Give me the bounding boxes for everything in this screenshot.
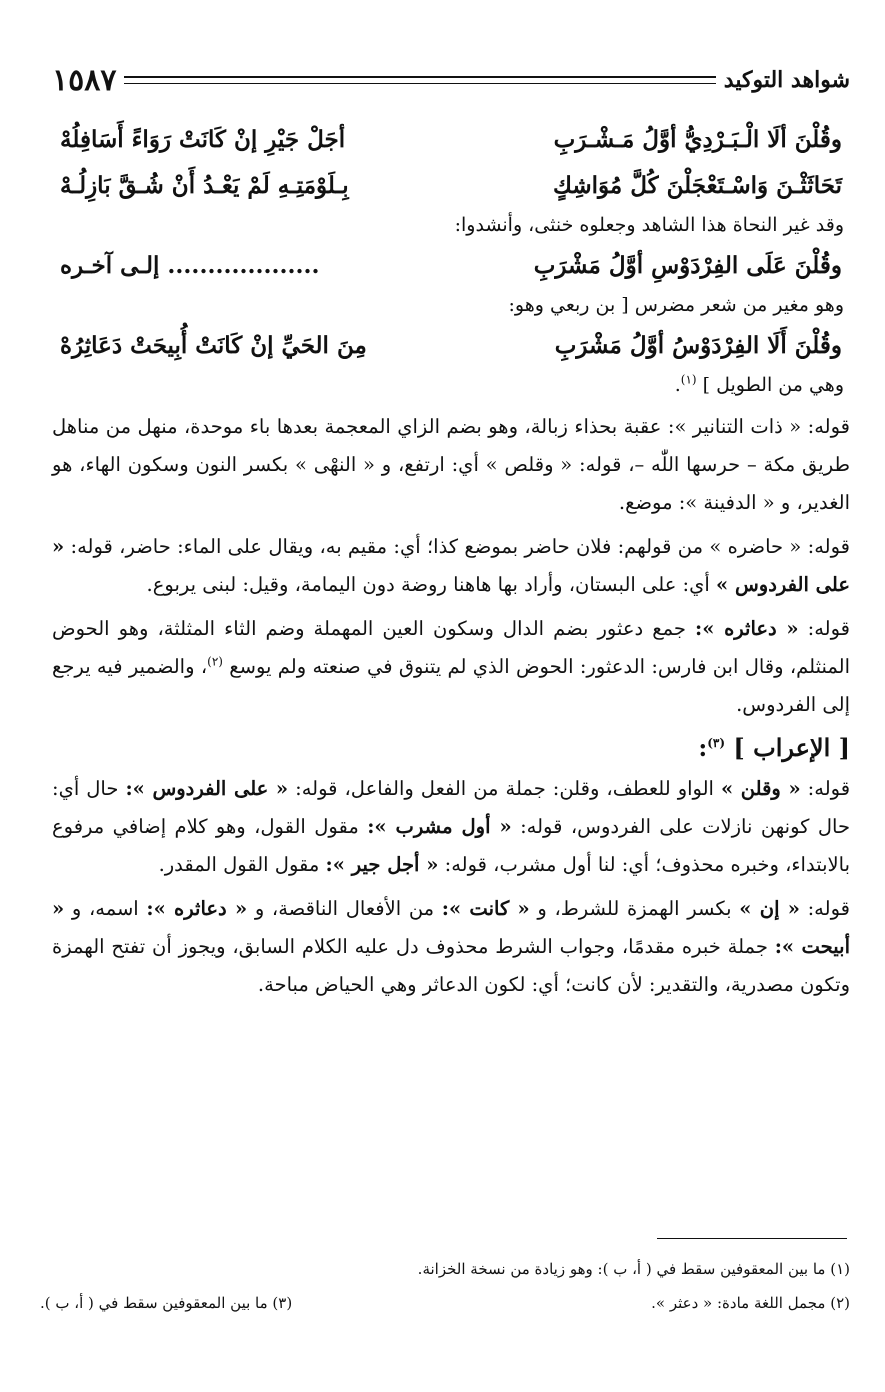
footnote-ref: (١): [680, 372, 697, 387]
paragraph-text: من الأفعال الناقصة، و: [254, 897, 435, 920]
page-number: ١٥٨٧: [52, 62, 117, 98]
prose-line: وقد غير النحاة هذا الشاهد وجعلوه خنثى، وأنشدوا:: [454, 214, 844, 236]
bold-term: « وقلن »: [721, 777, 801, 800]
commentary-paragraph: [52, 408, 850, 522]
footnote-separator: [657, 1238, 847, 1239]
paragraph-text: قوله:: [807, 777, 851, 800]
footnote-ref: (٢): [207, 654, 223, 669]
paragraph-text: حال أي: حال كونهن نازلات على الفردوس، قوله:: [52, 777, 851, 838]
bold-term: « دعاثره »:: [146, 897, 248, 920]
page-content: [52, 116, 850, 1004]
prose-text: وهي من الطويل ]: [702, 374, 844, 396]
verse-first-hemistich: تَحَاثَثْـنَ وَاسْـتَعْجَلْنَ كُلَّ مُوَاشِكٍ: [553, 171, 842, 199]
paragraph-label: قوله: « ذات التنانير »:: [667, 415, 850, 438]
prose-line: وهو مغير من شعر مضرس [ بن ربعي وهو:: [508, 294, 844, 316]
paragraph-text: ، والضمير فيه يرجع إلى الفردوس.: [52, 655, 850, 716]
bold-term: « أبيحت »:: [52, 897, 850, 958]
verse-line: [52, 116, 850, 162]
verse-line: [52, 162, 850, 208]
verse-first-hemistich: وقُلْنَ أَلَا الفِرْدَوْسُ أوَّلُ مَشْرَبِ: [554, 331, 842, 359]
verse-second-hemistich: ................... إلـى آخـره: [60, 251, 320, 279]
paragraph-text: مقول القول، وهو كلام إضافي مرفوع بالابتداء، وخبره محذوف؛ أي: لنا أول مشرب، قوله:: [52, 815, 850, 876]
prose-line: وهي من الطويل ] $^{(١)}$.: [674, 372, 844, 396]
bold-term: « دعاثره »:: [695, 617, 799, 640]
verse-line: [52, 322, 850, 368]
bold-term: « كانت »:: [441, 897, 530, 920]
running-title: شواهد التوكيد: [723, 67, 850, 93]
grammar-paragraph: [52, 890, 850, 1004]
section-title: [ الإعراب ]: [733, 733, 850, 762]
footnote-3: (٣) ما بين المعقوفين سقط في ( أ، ب ).: [40, 1294, 293, 1312]
header-rule: [124, 76, 715, 84]
verse-first-hemistich: وقُلْنَ ألَا الْـبَـرْدِيُّ أوَّلُ مَـشْـرَبِ: [553, 125, 842, 153]
paragraph-text: أي: على البستان، وأراد بها هاهنا روضة دون اليمامة، وقيل: لبنى يربوع.: [146, 573, 710, 596]
paragraph-text: قوله: « حاضره » من قولهم: فلان حاضر بموضع كذا؛ أي: مقيم به، ويقال على الماء: حاضر، قوله:: [70, 535, 851, 558]
paragraph-text: قوله:: [807, 617, 851, 640]
bold-term: « على الفردوس »: [52, 535, 850, 596]
paragraph-text: جملة خبره مقدمًا، وجواب الشرط محذوف دل عليه الكلام السابق، ويجوز أن تفتح الهمزة وتكون مصدرية، والتقدير: لأن كانت؛ أي: لكون الدعاثر وهي الحياض مباحة.: [52, 935, 850, 996]
verse-second-hemistich: أجَلْ جَيْرِ إنْ كَانَتْ رَوَاءً أَسَافِلُهْ: [60, 125, 346, 153]
footnote-1: (١) ما بين المعقوفين سقط في ( أ، ب ): وهو زيادة من نسخة الخزانة.: [417, 1260, 850, 1278]
commentary-paragraph: [52, 528, 850, 604]
paragraph-text: جمع دعثور بضم الدال وسكون العين المهملة وضم الثاء المثلثة، وهو الحوض المنثلم، وقال ابن فارس: الدعثور: الحوض الذي لم يتنوق في صنعته ولم يوسع: [52, 617, 850, 678]
footnote-row: [40, 1286, 850, 1320]
bold-term: « أجل جير »:: [325, 853, 439, 876]
footnote-2: (٢) مجمل اللغة مادة: « دعثر ».: [651, 1294, 850, 1312]
paragraph-text: بكسر الهمزة للشرط، و: [537, 897, 732, 920]
verse-second-hemistich: مِنَ الحَيِّ إنْ كَانَتْ أُبِيحَتْ دَعَاثِرُهْ: [60, 331, 367, 359]
paragraph-text: مقول القول المقدر.: [158, 853, 320, 876]
bold-term: « إن »: [739, 897, 800, 920]
verse-second-hemistich: بِـلَوْمَتِـهِ لَمْ يَعْـدُ أَنْ شُـقَّ بَازِلُـهْ: [60, 171, 349, 199]
bold-term: « أول مشرب »:: [367, 815, 512, 838]
section-heading: [ الإعراب ] $^{(٣)}$:: [698, 733, 850, 762]
grammar-paragraph: [52, 770, 850, 884]
paragraph-text: اسمه، و: [71, 897, 139, 920]
page-header: [52, 60, 850, 100]
paragraph-text: قوله:: [807, 897, 850, 920]
paragraph-text: عقبة بحذاء زبالة، وهو بضم الزاي المعجمة بعدها باء موحدة، منهل من مناهل طريق مكة – حرسها اللّٰه –، قوله: « وقلص » أي: ارتفع، و « النهْى » بكسر النون وسكون الهاء، هو الغدير، و « الدفينة »: موضع.: [52, 415, 850, 514]
verse-first-hemistich: وقُلْنَ عَلَى الفِرْدَوْسِ أوَّلُ مَشْرَبِ: [533, 251, 842, 279]
paragraph-text: الواو للعطف، وقلن: جملة من الفعل والفاعل، قوله:: [295, 777, 714, 800]
commentary-paragraph: [52, 610, 850, 724]
verse-line: [52, 242, 850, 288]
footnotes: [40, 1252, 850, 1320]
footnote-ref: (٣): [707, 736, 726, 750]
bold-term: « على الفردوس »:: [125, 777, 289, 800]
